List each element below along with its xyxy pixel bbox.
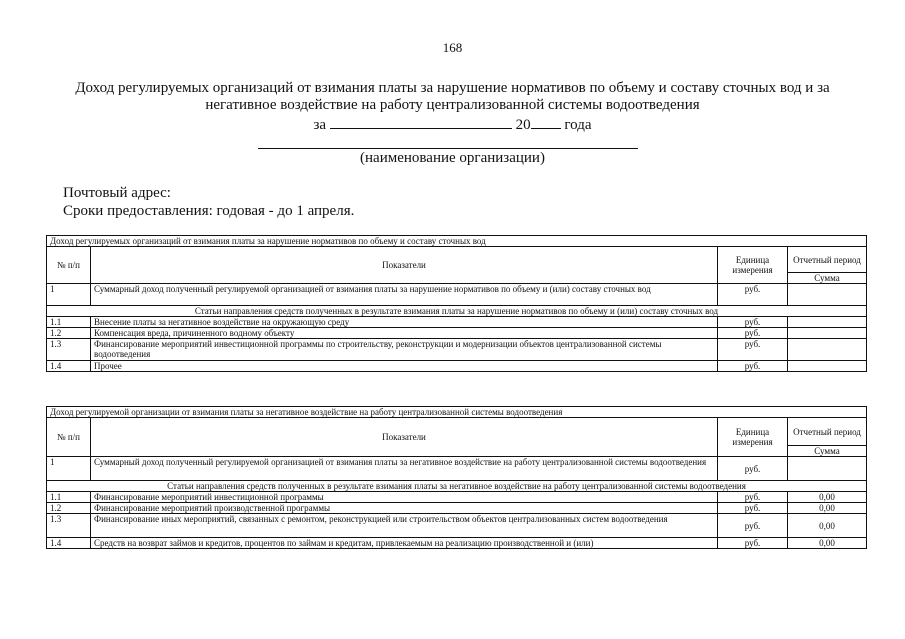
table-caption: Доход регулируемой организации от взимания платы за негативное воздействие на работу централизованной системы водоотведения xyxy=(47,407,867,418)
row-text: Финансирование мероприятий инвестиционной программы по строительству, реконструкции и модернизации объектов централизованной системы водоотведения xyxy=(91,339,718,361)
row-value[interactable]: 0,00 xyxy=(788,538,867,549)
period-blank xyxy=(330,116,512,129)
row-unit: руб. xyxy=(718,328,788,339)
header-indicators: Показатели xyxy=(91,247,718,284)
row-value[interactable] xyxy=(788,328,867,339)
document-title: Доход регулируемых организаций от взимания платы за нарушение нормативов по объему и составу сточных вод и за негативное воздействие на работу централизованной системы водоотведения xyxy=(75,80,830,113)
table-caption: Доход регулируемых организаций от взимания платы за нарушение нормативов по объему и составу сточных вод xyxy=(47,236,867,247)
year-blank xyxy=(531,116,561,129)
row-text: Суммарный доход полученный регулируемой организацией от взимания платы за негативное воздействие на работу централизованной системы водоотведения xyxy=(91,457,718,481)
row-num: 1 xyxy=(47,457,91,481)
table-row xyxy=(47,361,867,372)
row-value[interactable] xyxy=(788,284,867,306)
header-period: Отчетный период xyxy=(788,418,867,446)
row-value[interactable]: 0,00 xyxy=(788,503,867,514)
row-text: Финансирование мероприятий инвестиционной программы xyxy=(91,492,718,503)
row-unit: руб. xyxy=(718,503,788,514)
header-sum: Сумма xyxy=(788,446,867,457)
table-row xyxy=(47,457,867,481)
header-sum: Сумма xyxy=(788,273,867,284)
negative-impact-income-table xyxy=(46,406,867,549)
header-num: № п/п xyxy=(47,418,91,457)
row-num: 1.3 xyxy=(47,339,91,361)
row-unit: руб. xyxy=(718,339,788,361)
header-num: № п/п xyxy=(47,247,91,284)
header-indicators: Показатели xyxy=(91,418,718,457)
row-text: Суммарный доход полученный регулируемой организацией от взимания платы за нарушение нормативов по объему и (или) составу сточных вод xyxy=(91,284,718,306)
table-row xyxy=(47,492,867,503)
sewage-violation-income-table xyxy=(46,235,867,372)
table-row xyxy=(47,317,867,328)
row-num: 1.2 xyxy=(47,328,91,339)
row-value[interactable]: 0,00 xyxy=(788,514,867,538)
row-unit: руб. xyxy=(718,492,788,503)
table-row xyxy=(47,514,867,538)
page-number: 168 xyxy=(442,40,463,55)
submission-deadline: Сроки предоставления: годовая - до 1 апреля. xyxy=(63,203,355,219)
row-value[interactable]: 0,00 xyxy=(788,492,867,503)
organization-name-line xyxy=(258,148,638,149)
period-year-prefix: 20 xyxy=(515,117,531,133)
table-row xyxy=(47,538,867,549)
row-value[interactable] xyxy=(788,317,867,328)
row-num: 1.3 xyxy=(47,514,91,538)
row-text: Финансирование иных мероприятий, связанных с ремонтом, реконструкцией или строительством объектов централизованных систем водоотведения xyxy=(91,514,718,538)
table-row xyxy=(47,503,867,514)
postal-address: Почтовый адрес: xyxy=(63,185,171,201)
row-text: Прочее xyxy=(91,361,718,372)
header-unit: Единица измерения xyxy=(718,247,788,284)
row-num: 1 xyxy=(47,284,91,306)
header-period: Отчетный период xyxy=(788,247,867,273)
period-prefix: за xyxy=(313,117,327,133)
table-subheader: Статьи направления средств полученных в результате взимания платы за негативное воздействие на работу централизованной системы водоотведения xyxy=(47,481,867,492)
row-text: Компенсация вреда, причиненного водному объекту xyxy=(91,328,718,339)
row-num: 1.4 xyxy=(47,361,91,372)
row-num: 1.1 xyxy=(47,492,91,503)
table-row xyxy=(47,284,867,306)
row-num: 1.2 xyxy=(47,503,91,514)
row-unit: руб. xyxy=(718,284,788,306)
reporting-period-line xyxy=(0,116,905,134)
row-unit: руб. xyxy=(718,514,788,538)
table-subheader: Статьи направления средств полученных в результате взимания платы за нарушение нормативов по объему и (или) составу сточных вод xyxy=(47,306,867,317)
row-text: Средств на возврат займов и кредитов, процентов по займам и кредитам, привлекаемым на реализацию производственной и (или) xyxy=(91,538,718,549)
row-unit: руб. xyxy=(718,361,788,372)
row-value[interactable] xyxy=(788,457,867,481)
row-unit: руб. xyxy=(718,538,788,549)
row-num: 1.4 xyxy=(47,538,91,549)
row-text: Финансирование мероприятий производственной программы xyxy=(91,503,718,514)
row-unit: руб. xyxy=(718,317,788,328)
row-value[interactable] xyxy=(788,339,867,361)
organization-caption: (наименование организации) xyxy=(360,150,545,166)
table-row xyxy=(47,339,867,361)
row-text: Внесение платы за негативное воздействие на окружающую среду xyxy=(91,317,718,328)
row-value[interactable] xyxy=(788,361,867,372)
period-suffix: года xyxy=(564,117,592,133)
header-unit: Единица измерения xyxy=(718,418,788,457)
row-unit: руб. xyxy=(718,457,788,481)
table-row xyxy=(47,328,867,339)
row-num: 1.1 xyxy=(47,317,91,328)
